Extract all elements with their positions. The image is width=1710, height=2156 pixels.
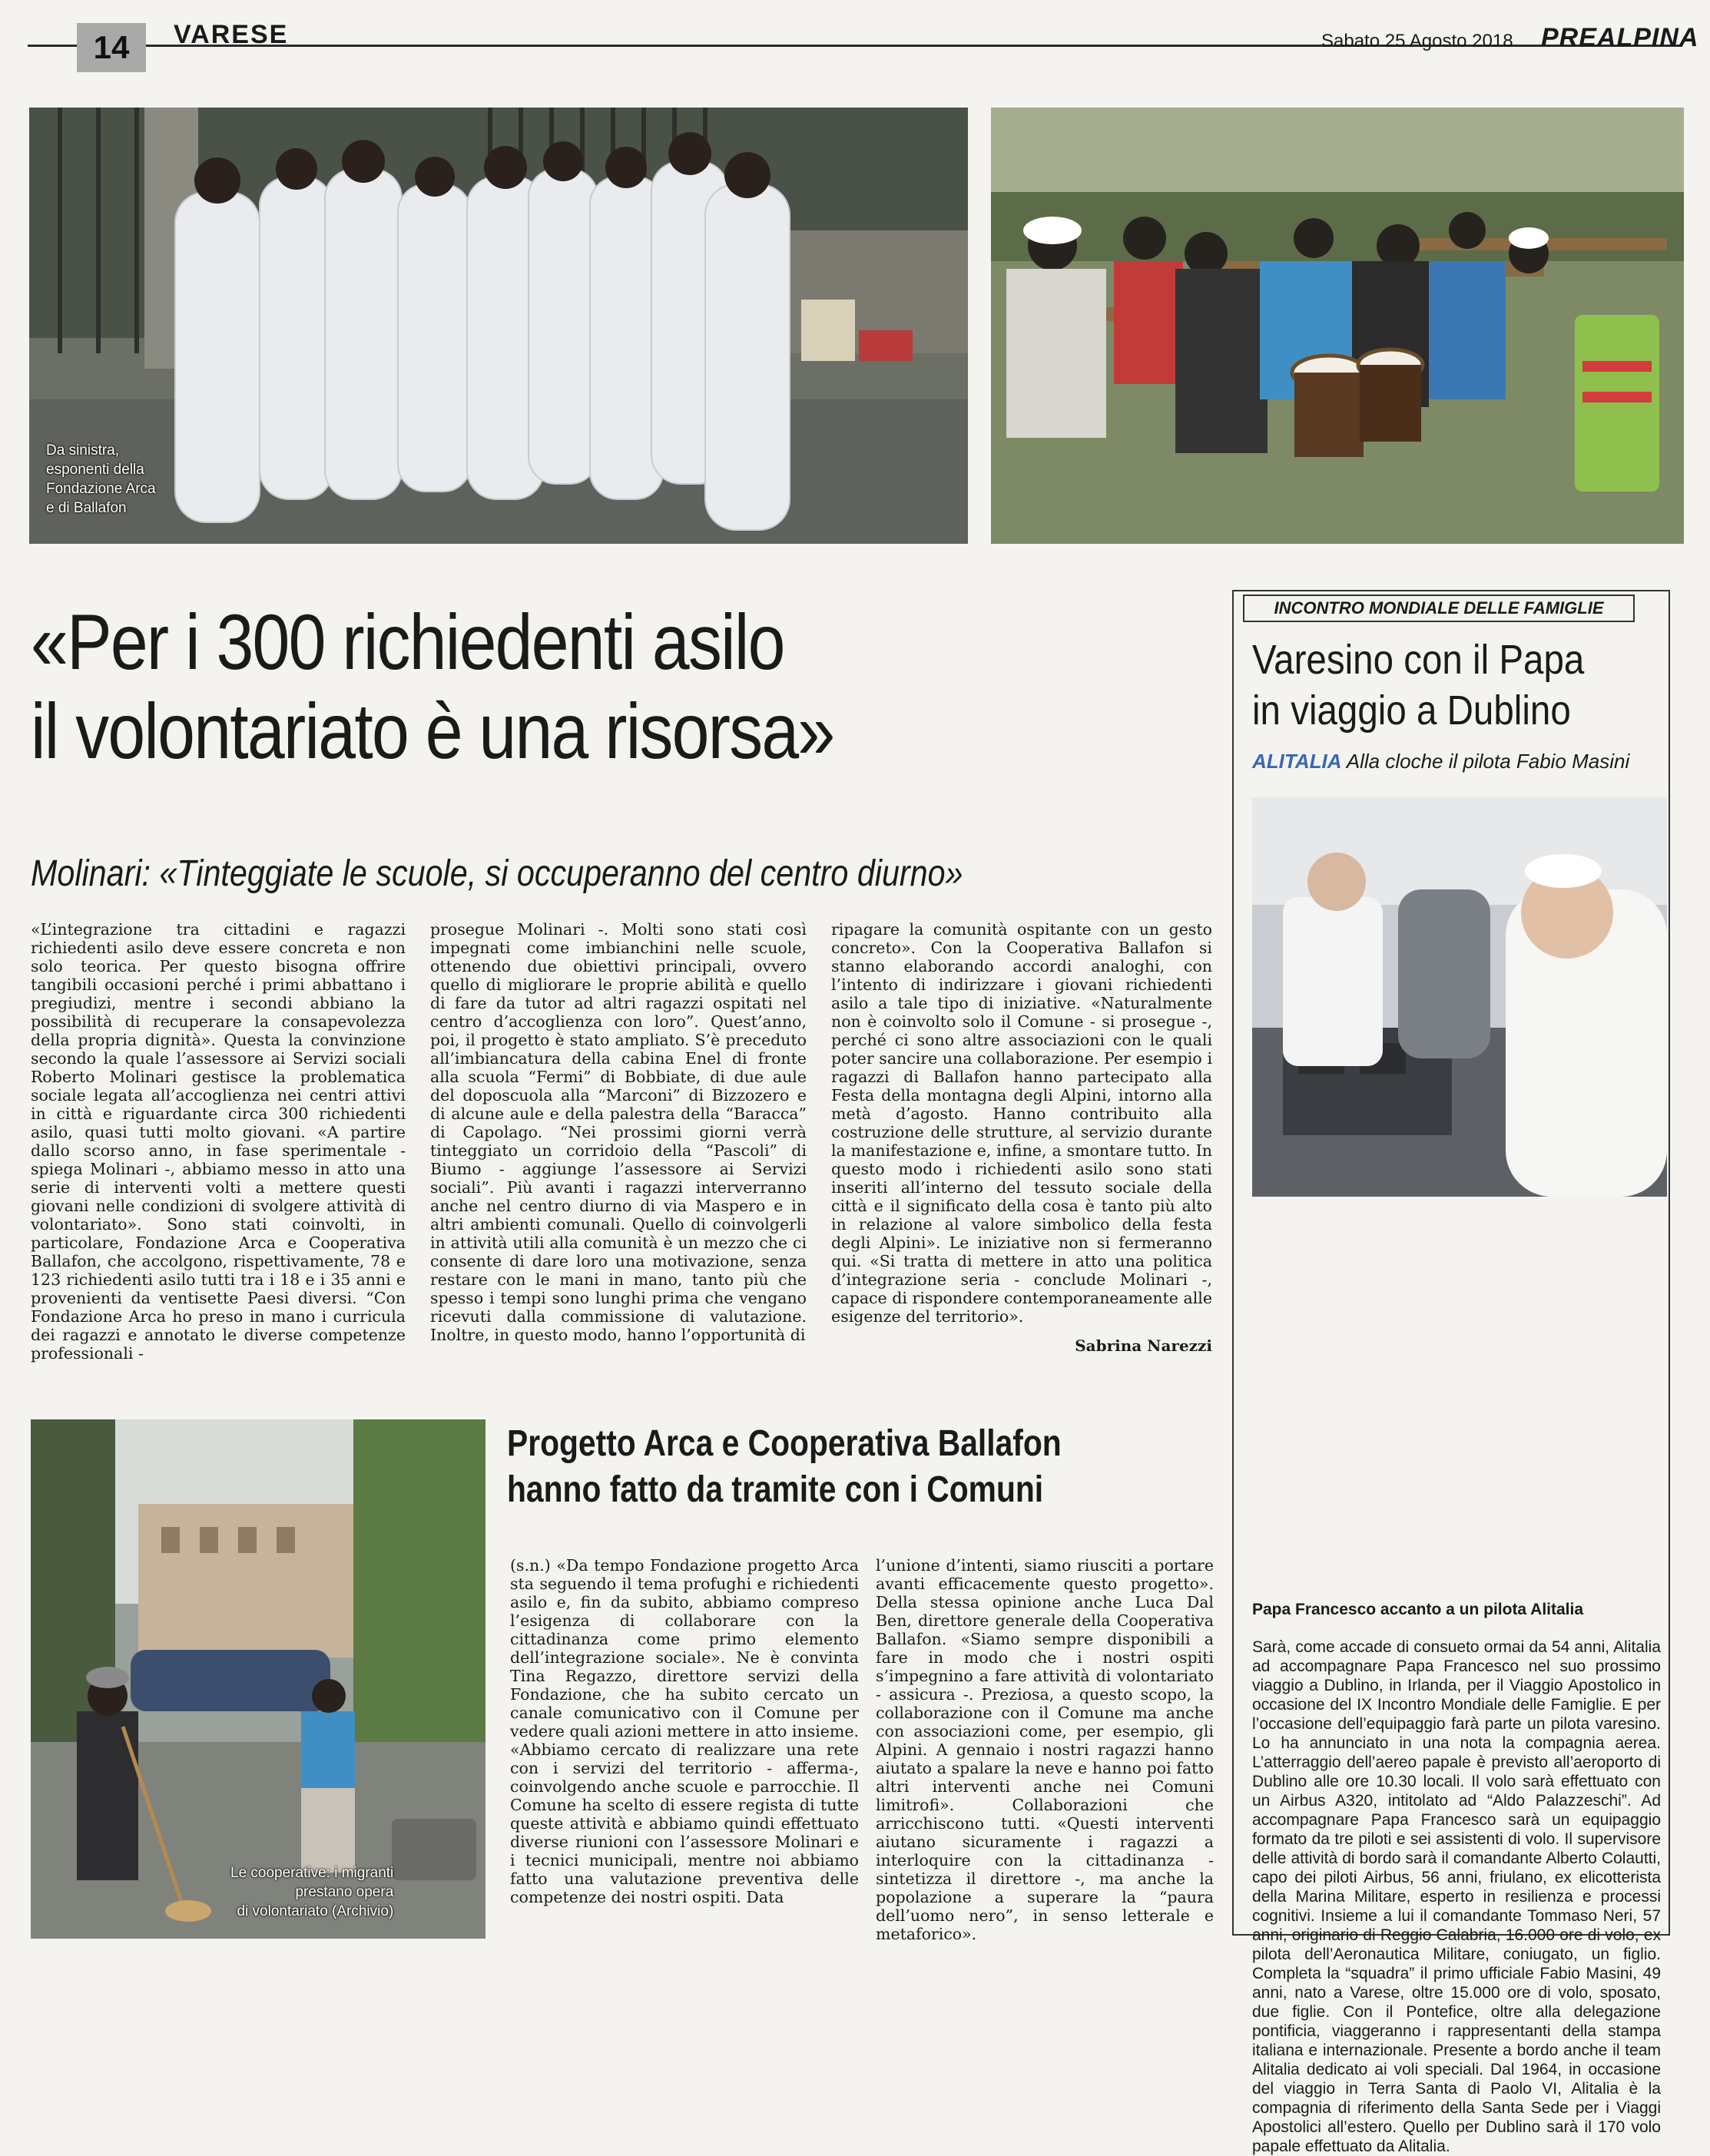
page-number: 14 xyxy=(77,23,146,72)
sidebar-headline: Varesino con il Papa in viaggio a Dublino xyxy=(1252,637,1585,734)
byline: Sabrina Narezzi xyxy=(1075,1336,1212,1355)
main-article-text-1: «L’integrazione tra cittadini e ragazzi richiedenti asilo deve essere concreta e non solo teorica. Per questo bisogna offrire tangibili occasioni perché i primi abbattano i pregiudizi, mentre i secondi abbiano la possibilità di recuperare la consapevolezza della propria dignità». Questa la convinzione secondo la quale l’assessore ai Servizi sociali Roberto Molinari gestisce la problematica sociale legata all’accoglienza nei centri attivi in città e riguardante circa 300 richiedenti asilo, quasi tutti molto giovani. «A partire dallo scorso anno, in fase sperimentale - spiega Molinari -, abbiamo messo in atto una serie di interventi volti a mettere questi giovani nelle condizioni di svolgere attività di volontariato». Sono stati coinvolti, in particolare, Fondazione Arca e Cooperativa Ballafon, che accolgono, rispettivamente, 78 e 123 richiedenti asilo tutti tra i 18 e i 35 anni e provenienti da ventisette Paesi diversi. “Con Fondazione Arca ho preso in mano i curricula dei ragazzi e annotato le diverse competenze professionali - xyxy=(31,920,406,1363)
sidebar-subheadline xyxy=(1252,750,1629,773)
second-article-col-2 xyxy=(876,1556,1214,1943)
main-article-col-3 xyxy=(831,920,1212,1355)
main-article-col-1 xyxy=(31,920,406,1363)
photo-caption-volunteers: Da sinistra, esponenti della Fondazione Arca e di Ballafon xyxy=(46,442,156,516)
main-article-col-2 xyxy=(430,920,807,1344)
sidebar-tag: ALITALIA xyxy=(1252,750,1342,773)
main-headline: «Per i 300 richiedenti asilo il volontariato è una risorsa» xyxy=(31,598,834,775)
masthead-logo: PREALPINA xyxy=(1541,23,1699,52)
photo-drummers xyxy=(991,108,1684,544)
sidebar-kicker: INCONTRO MONDIALE DELLE FAMIGLIE xyxy=(1243,594,1635,622)
second-article-text-2: l’unione d’intenti, siamo riusciti a portare avanti efficacemente questo progetto». Della stessa opinione anche Luca Dal Ben, direttore generale della Cooperativa Ballafon. «Siamo sempre disponibili a fare in modo che i nostri ospiti s’impegnino a fare attività di volontariato - assicura -. Preziosa, a questo scopo, la collaborazione con il Comune ma anche con associazioni come, per esempio, gli Alpini. A gennaio i nostri ragazzi hanno aiutato a spalare la neve e hanno poi fatto altri interventi anche nei Comuni limitrofi». Collaborazioni che arricchiscono tutti. «Questi interventi aiutano sicuramente i ragazzi a interloquire con la cittadinanza - sintetizza il direttore -, ma anche la popolazione a superare la “paura dell’uomo nero”, in senso letterale e metaforico». xyxy=(876,1556,1214,1943)
second-article-text-1: (s.n.) «Da tempo Fondazione progetto Arca sta seguendo il tema profughi e richiedenti asilo e, fin da subito, abbiamo compreso l’esigenza di collaborare con la cittadinanza come primo elemento dell’integrazione sociale». Ne è convinta Tina Regazzo, direttore servizi della Fondazione, che ha subito cercato un canale comunicativo con il Comune per vedere quali azioni mettere in atto insieme. «Abbiamo cercato di realizzare una rete con i servizi del territorio - afferma-, coinvolgendo anche scuole e parrocchie. Il Comune ha scelto di essere regista di tutte queste attività e abbiamo quindi effettuato diverse riunioni con l’assessore Molinari e i tecnici municipali, mentre noi abbiamo fatto una valutazione preventiva delle competenze dei nostri ospiti. Data xyxy=(510,1556,859,1906)
second-article-col-1 xyxy=(510,1556,859,1906)
section-name: VARESE xyxy=(174,20,289,49)
issue-date: Sabato 25 Agosto 2018 xyxy=(1321,31,1513,51)
photo-volunteers xyxy=(29,108,968,544)
photo-street-sweeping xyxy=(31,1419,485,1939)
main-article-text-2: prosegue Molinari -. Molti sono stati così impegnati come imbianchini nelle scuole, ottenendo due obiettivi principali, ovvero quello di migliorare le proprie abilità e quello di fare da tutor ad altri ragazzi ospitati nel centro d’accoglienza con loro”. Quest’anno, poi, il progetto è stato ampliato. S’è preceduto all’imbiancatura della cabina Enel di fronte alla scuola “Fermi” di Bobbiate, di due aule del doposcuola alla “Marconi” di Bizzozero e di alcune aule e della palestra della “Baracca” di Capolago. “Nei prossimi giorni verrà tinteggiato un corridoio della “Pascoli” di Biumo - aggiunge l’assessore ai Servizi sociali”. Più avanti i ragazzi interverranno anche nel centro diurno di via Maspero e in altri ambienti comunali. Quello di coinvolgerli in attività utili alla comunità è un mezzo che ci consente di dare loro una motivazione, senza restare con le mani in mano, tanto più che spesso i tempi sono lunghi prima che vengano ricevuti dalla commissione di valutazione. Inoltre, in questo modo, hanno l’opportunità di xyxy=(430,920,807,1344)
sidebar-body: Sarà, come accade di consueto ormai da 54 anni, Alitalia ad accompagnare Papa Francesco nel suo prossimo viaggio a Dublino, in Irlanda, per il Viaggio Apostolico in occasione del IX Incontro Mondiale delle Famiglie. E per l’occasione dell’equipaggio farà parte un pilota varesino. Lo ha annunciato in una nota la compagnia aerea. L’atterraggio dell’aereo papale è previsto all’aeroporto di Dublino alle ore 10.30 locali. Il volo sarà effettuato con un Airbus A320, intitolato ad “Aldo Palazzeschi”. Ad accompagnare Papa Francesco sarà un equipaggio formato da tre piloti e sei assistenti di volo. Il supervisore delle attività di bordo sarà il comandante Alberto Colautti, capo dei piloti Airbus, 56 anni, friulano, ex elicotterista della Marina Militare, esperto in resilienza e processi cognitivi. Insieme a lui il comandante Tommaso Neri, 57 anni, originario di Reggio Calabria, 16.000 ore di volo, ex pilota dell’Aeronautica Militare, coniugato, un figlio. Completa la “squadra” il primo ufficiale Fabio Masini, 49 anni, nato a Varese, oltre 15.000 ore di volo, sposato, due figlie. Con il Pontefice, oltre alla delegazione pontificia, viaggeranno i rappresentanti della stampa italiana e internazionale. Presente a bordo anche il team Alitalia dedicato ai voli speciali. Dal 1964, in occasione del viaggio in Terra Santa di Paolo VI, Alitalia è la compagnia di riferimento della Santa Sede per i Viaggi Apostolici all’estero. Quello per Dublino sarà il 170 volo papale effettuato da Alitalia. xyxy=(1252,1638,1661,2155)
main-article-text-3: ripagare la comunità ospitante con un gesto concreto». Con la Cooperativa Ballafon si stanno elaborando accordi analoghi, con l’intento di indirizzare i giovani richiedenti asilo a tale tipo di iniziative. «Naturalmente non è coinvolto solo il Comune - si prosegue -, perché ci sono altre associazioni con le quali poter sancire una collaborazione. Per esempio i ragazzi di Ballafon hanno partecipato alla Festa della montagna degli Alpini, intorno alla metà d’agosto. Hanno contribuito alla costruzione delle strutture, al servizio durante la manifestazione e, infine, a smontare tutto. In questo modo i richiedenti asilo sono stati inseriti all’interno del tessuto sociale della città e il significato della cosa è tanto più alto in relazione al valore simbolico della festa degli Alpini». Le iniziative non si fermeranno qui. «Si tratta di mettere in atto una politica d’integrazione seria - conclude Molinari -, capace di rispondere contemporaneamente alle esigenze del territorio». xyxy=(831,920,1212,1326)
photo-pope-pilot xyxy=(1252,797,1667,1197)
second-headline: Progetto Arca e Cooperativa Ballafon hanno fatto da tramite con i Comuni xyxy=(507,1423,1062,1510)
sidebar-photo-caption: Papa Francesco accanto a un pilota Alitalia xyxy=(1252,1601,1584,1618)
sidebar-subtitle: Alla cloche il pilota Fabio Masini xyxy=(1346,750,1630,773)
main-subheadline: Molinari: «Tinteggiate le scuole, si occuperanno del centro diurno» xyxy=(31,853,963,894)
photo-caption-street: Le cooperative: i migranti prestano opera di volontariato (Archivio) xyxy=(230,1865,394,1919)
